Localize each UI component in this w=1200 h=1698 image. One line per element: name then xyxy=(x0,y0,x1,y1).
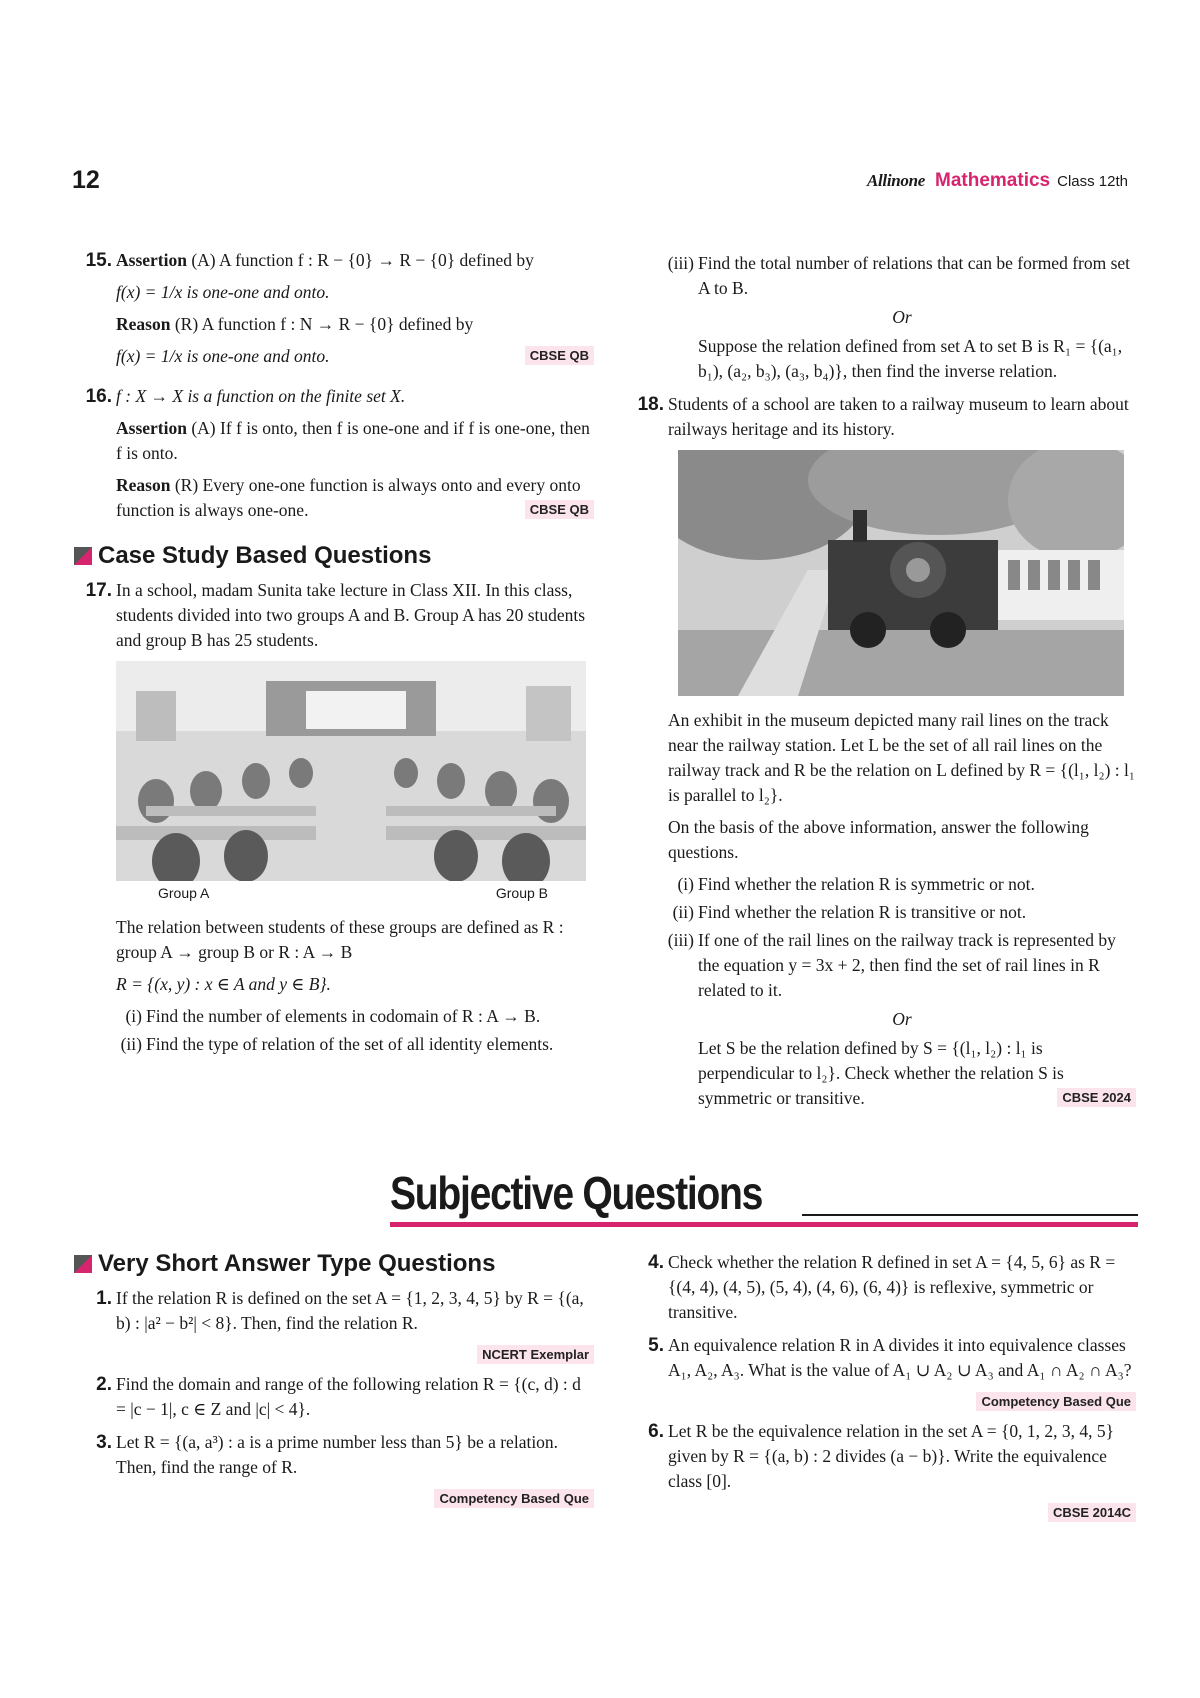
source-tag: Competency Based Que xyxy=(434,1489,594,1508)
section-title: Very Short Answer Type Questions xyxy=(98,1250,496,1277)
title-underline xyxy=(802,1214,1138,1216)
basis-text: On the basis of the above information, answer the following questions. xyxy=(668,817,1089,862)
or-text: Let S be the relation defined by S = {(l₁, l₂) : l₁ is perpendicular to l₂}. Check whether the relation S is symmetric or transitive. xyxy=(698,1038,1064,1108)
question-text: Check whether the relation R defined in set A = {4, 5, 6} as R = {(4, 4), (4, 5), (5, 4), (4, 6), (6, 4)} is reflexive, symmetric or transitive. xyxy=(668,1252,1116,1322)
classroom-photo xyxy=(116,661,586,881)
source-tag: CBSE 2014C xyxy=(1048,1503,1136,1522)
part-label: (i) xyxy=(125,1006,142,1026)
brand-class: Class 12th xyxy=(1057,173,1128,190)
or-label: Or xyxy=(892,307,912,327)
part-label: (ii) xyxy=(120,1034,142,1054)
subjective-question-6 xyxy=(626,1419,1136,1522)
subjective-title: Subjective Questions xyxy=(390,1167,763,1219)
question-16 xyxy=(74,384,594,530)
part-text: Find the type of relation of the set of all identity elements. xyxy=(146,1034,554,1054)
subjective-question-3 xyxy=(74,1430,594,1508)
right-column xyxy=(626,248,1136,1119)
question-text: Let R be the equivalence relation in the set A = {0, 1, 2, 3, 4, 5} given by R = {(a, b) : 2 divides (a − b)}. Write the equivalence class [0]. xyxy=(668,1421,1115,1491)
reason-text: (R) A function f : N → R − {0} defined by xyxy=(174,314,474,334)
source-tag: Competency Based Que xyxy=(976,1392,1136,1411)
part-label: (iii) xyxy=(667,253,694,273)
reason-formula: f(x) = 1/x is one-one and onto. xyxy=(116,346,330,366)
question-text: If the relation R is defined on the set A = {1, 2, 3, 4, 5} by R = {(a, b) : |a² − b²| < 8}. Then, find the relation R. xyxy=(116,1288,584,1333)
part-text: Find whether the relation R is transitive or not. xyxy=(698,902,1027,922)
subjective-question-5 xyxy=(626,1333,1136,1411)
assertion-formula: f(x) = 1/x is one-one and onto. xyxy=(116,282,330,302)
question-number: 2. xyxy=(96,1374,112,1395)
question-18-continued xyxy=(626,708,1136,1111)
question-number: 4. xyxy=(648,1252,664,1273)
part-iii xyxy=(668,928,1136,1003)
relation-formula: R = {(x, y) : x ∈ A and y ∈ B}. xyxy=(116,974,331,994)
question-number: 5. xyxy=(648,1335,664,1356)
title-accent-bar xyxy=(390,1222,1138,1227)
book-brand xyxy=(867,170,1128,192)
reason-text: (R) Every one-one function is always onto and every onto function is always one-one. xyxy=(116,475,581,520)
question-17 xyxy=(74,578,594,653)
question-text: An equivalence relation R in A divides it into equivalence classes A₁, A₂, A₃. What is the value of A₁ ∪ A₂ ∪ A₃ and A₁ ∩ A₂ ∩ A₃? xyxy=(668,1335,1132,1380)
subjective-question-4 xyxy=(626,1250,1136,1325)
or-label: Or xyxy=(892,1009,912,1029)
part-text: Find the total number of relations that can be formed from set A to B. xyxy=(698,253,1131,298)
page-number: 12 xyxy=(72,166,100,194)
part-text: Find whether the relation R is symmetric or not. xyxy=(698,874,1035,894)
question-text: Find the domain and range of the following relation R = {(c, d) : d = |c − 1|, c ∈ Z and |c| < 4}. xyxy=(116,1374,581,1419)
classroom-illustration-icon xyxy=(116,661,586,881)
assertion-label: Assertion xyxy=(116,418,187,438)
assertion-text: (A) If f is onto, then f is one-one and if f is one-one, then f is onto. xyxy=(116,418,590,463)
part-i xyxy=(116,1004,594,1029)
part-label: (iii) xyxy=(667,930,694,950)
or-question: Suppose the relation defined from set A to set B is R₁ = {(a₁, b₁), (a₂, b₃), (a₃, b₄)}, then find the inverse relation. xyxy=(698,336,1123,381)
locomotive-illustration-icon xyxy=(678,450,1124,696)
section-title: Case Study Based Questions xyxy=(98,542,432,569)
subjective-question-2 xyxy=(74,1372,594,1422)
question-number: 16. xyxy=(85,386,112,407)
part-label: (i) xyxy=(677,874,694,894)
vsa-heading xyxy=(74,1250,594,1278)
assertion-label: Assertion xyxy=(116,250,187,270)
brand-subject: Mathematics xyxy=(935,170,1051,191)
brand-logo: Allinone xyxy=(866,171,926,190)
part-i xyxy=(668,872,1136,897)
question-number: 15. xyxy=(85,250,112,271)
subjective-question-1 xyxy=(74,1286,594,1364)
caption-group-b: Group B xyxy=(495,885,548,901)
subjective-left-column xyxy=(74,1250,594,1516)
part-text: Find the number of elements in codomain of R : A → B. xyxy=(146,1006,541,1026)
question-number: 17. xyxy=(85,580,112,601)
left-column xyxy=(74,248,594,1065)
question-number: 1. xyxy=(96,1288,112,1309)
reason-label: Reason xyxy=(116,475,171,495)
question-intro: In a school, madam Sunita take lecture in Class XII. In this class, students divided into two groups A and B. Group A has 20 students and group B has 25 students. xyxy=(116,580,586,650)
question-intro: f : X → X is a function on the finite set X. xyxy=(116,386,406,406)
reason-label: Reason xyxy=(116,314,171,334)
source-tag: NCERT Exemplar xyxy=(477,1345,594,1364)
question-text: Let R = {(a, a³) : a is a prime number less than 5} be a relation. Then, find the range of R. xyxy=(116,1432,559,1477)
question-17-tail xyxy=(626,251,1136,384)
relation-text: The relation between students of these groups are defined as R : group A → group B or R : A → B xyxy=(116,917,564,962)
part-iii xyxy=(668,251,1136,301)
question-15 xyxy=(74,248,594,376)
case-study-heading xyxy=(74,542,594,570)
question-number: 3. xyxy=(96,1432,112,1453)
subjective-right-column xyxy=(626,1250,1136,1530)
part-text: If one of the rail lines on the railway track is represented by the equation y = 3x + 2, then find the set of rail lines in R related to it. xyxy=(698,930,1116,1000)
caption-group-a: Group A xyxy=(158,885,210,901)
section-marker-icon xyxy=(74,547,92,565)
part-ii xyxy=(668,900,1136,925)
photo-captions xyxy=(158,885,548,901)
question-number: 6. xyxy=(648,1421,664,1442)
source-tag: CBSE QB xyxy=(525,346,594,365)
assertion-text: (A) A function f : R − {0} → R − {0} defined by xyxy=(191,250,534,270)
question-18 xyxy=(626,392,1136,442)
question-17-continued xyxy=(74,915,594,1057)
part-label: (ii) xyxy=(672,902,694,922)
source-tag: CBSE 2024 xyxy=(1057,1088,1136,1107)
source-tag: CBSE QB xyxy=(525,500,594,519)
part-ii xyxy=(116,1032,594,1057)
exhibit-text: An exhibit in the museum depicted many rail lines on the track near the railway station. Let L be the set of all rail lines on the railway track and R be the relation on L defined by R = {(l₁, l₂) : l₁ is parallel to l₂}. xyxy=(668,710,1135,805)
train-photo xyxy=(678,450,1124,696)
question-intro: Students of a school are taken to a railway museum to learn about railways heritage and its history. xyxy=(668,394,1129,439)
question-number: 18. xyxy=(637,394,664,415)
section-marker-icon xyxy=(74,1255,92,1273)
or-question xyxy=(668,1036,1136,1111)
